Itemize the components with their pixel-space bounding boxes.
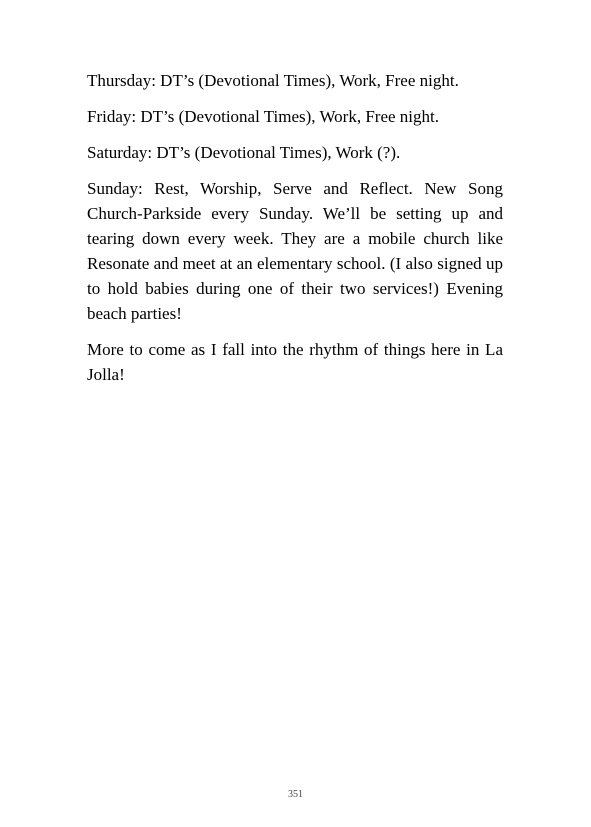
paragraph-thursday: Thursday: DT’s (Devotional Times), Work, Free night. xyxy=(87,71,459,90)
paragraph-closing: More to come as I fall into the rhythm of things here in La Jolla! xyxy=(87,340,503,384)
page-number: 351 xyxy=(288,789,303,800)
page-body xyxy=(87,68,503,398)
paragraph-saturday: Saturday: DT’s (Devotional Times), Work (?). xyxy=(87,143,401,162)
paragraph-friday: Friday: DT’s (Devotional Times), Work, Free night. xyxy=(87,107,439,126)
paragraph-sunday: Sunday: Rest, Worship, Serve and Reflect. New Song Church-Parkside every Sunday. We’ll be setting up and tearing down every week. They are a mobile church like Resonate and meet at an elementary school. (I also signed up to hold babies during one of their two services!) Evening beach parties! xyxy=(87,179,503,323)
